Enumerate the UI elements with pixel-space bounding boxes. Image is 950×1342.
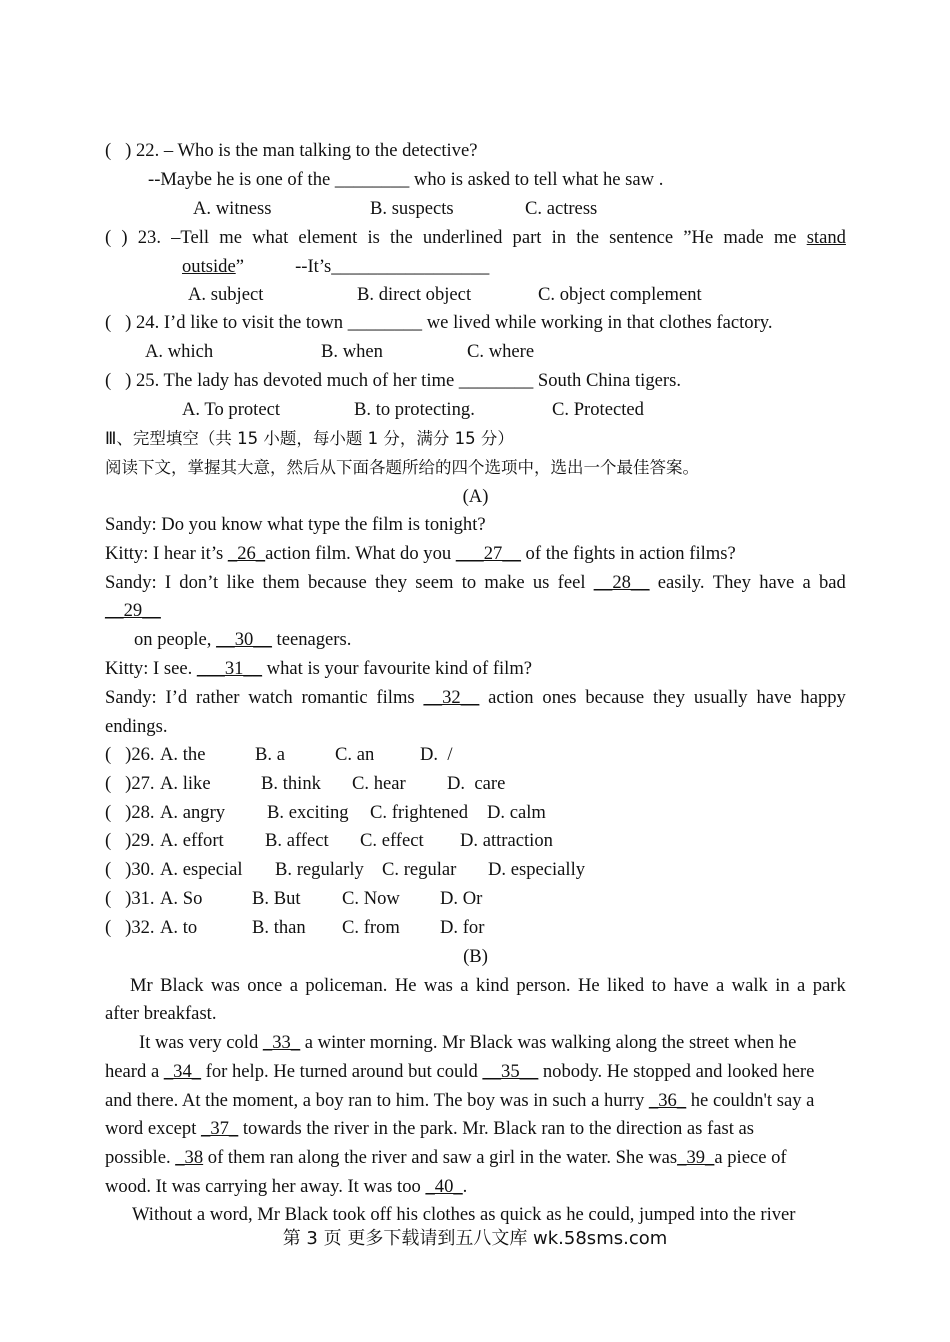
word: like bbox=[226, 572, 255, 593]
choice-number: ( )32. bbox=[105, 916, 155, 938]
choice-option-d: D. / bbox=[420, 744, 453, 765]
blank-30: __30__ bbox=[216, 629, 272, 650]
dialogue-line bbox=[134, 629, 351, 651]
word: to bbox=[461, 572, 477, 593]
word: Mr bbox=[130, 975, 153, 996]
choice-option-d: D. Or bbox=[440, 888, 483, 909]
question-25-option-a: A. To protect bbox=[182, 399, 281, 420]
word: liked bbox=[607, 975, 645, 996]
blank-28: __28__ bbox=[593, 572, 650, 593]
word: He bbox=[577, 975, 600, 996]
word: kind bbox=[475, 975, 509, 996]
choice-number: ( )31. bbox=[105, 888, 155, 909]
word: made bbox=[723, 227, 764, 248]
word: ) bbox=[121, 227, 128, 248]
word: a bbox=[797, 975, 806, 996]
question-24-option-b: B. when bbox=[321, 341, 383, 362]
choice-option-b: B. exciting bbox=[267, 801, 349, 823]
word: they bbox=[375, 572, 408, 593]
underlined-word: stand bbox=[806, 227, 846, 248]
blank-40: _40_ bbox=[425, 1176, 463, 1197]
word: because bbox=[307, 572, 367, 593]
text: Kitty: I see. bbox=[105, 658, 197, 679]
text: a winter morning. Mr Black was walking along the street when he bbox=[300, 1032, 797, 1053]
text: and there. At the moment, a boy ran to him. The boy was in such a hurry bbox=[105, 1090, 649, 1111]
text: a piece of bbox=[714, 1147, 787, 1168]
word: is bbox=[367, 227, 380, 248]
passage-a-label: (A) bbox=[462, 486, 489, 507]
text: wood. It was carrying her away. It was too bbox=[105, 1176, 426, 1197]
choice-option-d: D. care bbox=[447, 772, 506, 794]
word: He bbox=[394, 975, 417, 996]
word: a bbox=[460, 975, 469, 996]
word: us bbox=[532, 572, 550, 593]
word: was bbox=[210, 975, 240, 996]
dialogue-line bbox=[105, 687, 846, 709]
question-25-option-c: C. Protected bbox=[552, 399, 644, 420]
word: bad bbox=[819, 572, 846, 593]
word: me bbox=[773, 227, 797, 248]
dialogue-line: endings. bbox=[105, 716, 168, 737]
question-24-option-c: C. where bbox=[467, 341, 535, 362]
choice-number: ( )30. bbox=[105, 859, 155, 881]
word: don’t bbox=[179, 572, 219, 593]
dialogue-line bbox=[105, 543, 736, 565]
text: heard a bbox=[105, 1061, 164, 1082]
choice-option-a: A. angry bbox=[160, 801, 226, 823]
word: in bbox=[775, 975, 790, 996]
word: romantic bbox=[301, 687, 368, 708]
word: me bbox=[219, 227, 242, 248]
word: the bbox=[390, 227, 413, 248]
word: films bbox=[376, 687, 415, 708]
text: teenagers. bbox=[271, 629, 352, 650]
text: what is your favourite kind of film? bbox=[262, 658, 533, 679]
text: of the fights in action films? bbox=[520, 543, 736, 564]
choice-option-a: A. the bbox=[160, 744, 206, 765]
choice-option-a: A. like bbox=[160, 772, 211, 794]
blank-26: _26_ bbox=[227, 543, 266, 564]
text: towards the river in the park. Mr. Black ran to the direction as fast as bbox=[238, 1118, 755, 1139]
word: Sandy: bbox=[105, 687, 157, 708]
choice-number: ( )29. bbox=[105, 830, 155, 852]
word: –Tell bbox=[171, 227, 210, 248]
text: It was very cold bbox=[139, 1032, 263, 1053]
blank-37: _37_ bbox=[201, 1118, 239, 1139]
text: word except bbox=[105, 1118, 202, 1139]
word: the bbox=[576, 227, 599, 248]
choice-option-b: B. regularly bbox=[275, 859, 364, 881]
section-3-heading: Ⅲ、完型填空（共 15 小题，每小题 1 分，满分 15 分） bbox=[105, 429, 514, 448]
choice-option-a: A. effort bbox=[160, 830, 224, 852]
word: underlined bbox=[422, 227, 503, 248]
question-22-option-c: C. actress bbox=[525, 198, 598, 219]
word: I’d bbox=[165, 687, 188, 708]
choice-option-c: C. hear bbox=[352, 772, 406, 794]
blank-33: _33_ bbox=[262, 1032, 301, 1053]
word: watch bbox=[248, 687, 293, 708]
blank-35: __35__ bbox=[482, 1061, 539, 1082]
word: They bbox=[712, 572, 751, 593]
word: element bbox=[298, 227, 358, 248]
text: he couldn't say a bbox=[686, 1090, 815, 1111]
word: Black bbox=[160, 975, 204, 996]
word: ones bbox=[542, 687, 577, 708]
question-22-reply: --Maybe he is one of the ________ who is asked to tell what he saw . bbox=[148, 169, 664, 190]
word: park bbox=[812, 975, 846, 996]
word: a bbox=[802, 572, 811, 593]
question-22-stem: ( ) 22. – Who is the man talking to the detective? bbox=[105, 140, 478, 161]
choice-option-c: C. from bbox=[342, 916, 400, 938]
dialogue-line bbox=[105, 572, 846, 594]
question-25-stem: ( ) 25. The lady has devoted much of her time ________ South China tigers. bbox=[105, 370, 681, 391]
text: on people, bbox=[134, 629, 217, 650]
blank-39: _39_ bbox=[677, 1147, 715, 1168]
choice-option-c: C. effect bbox=[360, 830, 424, 852]
word: because bbox=[585, 687, 645, 708]
paragraph-line bbox=[105, 1147, 787, 1169]
word: a bbox=[715, 975, 725, 996]
choice-option-b: B. think bbox=[261, 772, 321, 794]
choice-option-b: B. a bbox=[255, 744, 285, 765]
word: happy bbox=[800, 687, 846, 708]
word: action bbox=[488, 687, 534, 708]
text: nobody. He stopped and looked here bbox=[538, 1061, 815, 1082]
word: a bbox=[289, 975, 298, 996]
word: have bbox=[673, 975, 709, 996]
choice-option-a: A. So bbox=[160, 888, 203, 909]
word: I bbox=[164, 572, 172, 593]
choice-option-a: A. especial bbox=[160, 859, 243, 881]
blank-34: _34_ bbox=[163, 1061, 202, 1082]
word: person. bbox=[516, 975, 571, 996]
question-23-option-b: B. direct object bbox=[357, 284, 472, 305]
paragraph-line bbox=[130, 975, 846, 997]
question-25-option-b: B. to protecting. bbox=[354, 399, 475, 420]
question-23-stem-line2 bbox=[182, 256, 489, 278]
choice-option-c: C. regular bbox=[382, 859, 457, 881]
word: they bbox=[653, 687, 686, 708]
dialogue-line: Sandy: Do you know what type the film is tonight? bbox=[105, 514, 486, 535]
blank-36: _36_ bbox=[648, 1090, 687, 1111]
choice-option-d: D. especially bbox=[488, 859, 586, 881]
word: sentence bbox=[609, 227, 674, 248]
word: easily. bbox=[657, 572, 705, 593]
word: rather bbox=[196, 687, 240, 708]
blank-27: ___27__ bbox=[455, 543, 521, 564]
choice-option-c: C. an bbox=[335, 744, 375, 765]
word: ”He bbox=[683, 227, 714, 248]
paragraph-line: after breakfast. bbox=[105, 1003, 217, 1024]
word: walk bbox=[731, 975, 768, 996]
page-footer: 第 3 页 更多下载请到五八文库 wk.58sms.com bbox=[282, 1228, 668, 1249]
word: policeman. bbox=[305, 975, 388, 996]
blank-29: __29__ bbox=[105, 600, 161, 621]
choice-option-d: D. for bbox=[440, 916, 485, 938]
dialogue-line bbox=[105, 658, 532, 680]
question-24-stem: ( ) 24. I’d like to visit the town ________ we lived while working in that clothes factory. bbox=[105, 312, 773, 333]
text: Kitty: I hear it’s bbox=[105, 543, 228, 564]
word: have bbox=[756, 687, 792, 708]
question-22-option-a: A. witness bbox=[193, 198, 272, 219]
choice-option-b: B. than bbox=[252, 916, 306, 938]
text: for help. He turned around but could bbox=[201, 1061, 483, 1082]
text: possible. bbox=[105, 1147, 176, 1168]
word: once bbox=[247, 975, 283, 996]
question-23-option-a: A. subject bbox=[188, 284, 264, 305]
question-23-stem-line1 bbox=[105, 227, 846, 249]
underlined-word: outside bbox=[182, 256, 236, 277]
word: feel bbox=[557, 572, 586, 593]
word: in bbox=[551, 227, 567, 248]
blank-38: _38 bbox=[175, 1147, 204, 1168]
text: of them ran along the river and saw a girl in the water. She was bbox=[203, 1147, 678, 1168]
choice-option-d: D. attraction bbox=[460, 830, 553, 852]
paragraph-line bbox=[105, 1090, 814, 1112]
paragraph-line bbox=[105, 1061, 814, 1083]
text: action film. What do you bbox=[265, 543, 456, 564]
choice-option-d: D. calm bbox=[487, 801, 546, 823]
word: usually bbox=[693, 687, 748, 708]
word: seem bbox=[415, 572, 454, 593]
word: them bbox=[262, 572, 300, 593]
word: to bbox=[651, 975, 667, 996]
question-24-option-a: A. which bbox=[145, 341, 214, 362]
word: ( bbox=[105, 227, 112, 248]
paragraph-line bbox=[105, 1118, 754, 1140]
section-3-instruction: 阅读下文，掌握其大意，然后从下面各题所给的四个选项中，选出一个最佳答案。 bbox=[105, 458, 699, 477]
choice-option-c: C. Now bbox=[342, 888, 400, 909]
choice-number: ( )27. bbox=[105, 772, 155, 794]
question-22-option-b: B. suspects bbox=[370, 198, 454, 219]
paragraph-line bbox=[139, 1032, 846, 1054]
question-23-option-c: C. object complement bbox=[538, 284, 702, 305]
word: make bbox=[484, 572, 525, 593]
choice-option-a: A. to bbox=[160, 916, 198, 938]
paragraph-line bbox=[105, 1176, 467, 1198]
question-23-answer-blank: ” --It’s_________________ bbox=[235, 256, 490, 277]
blank-32: __32__ bbox=[423, 687, 480, 708]
choice-option-c: C. frightened bbox=[370, 801, 469, 823]
passage-b-label: (B) bbox=[463, 946, 488, 967]
word: have bbox=[759, 572, 795, 593]
choice-option-b: B. affect bbox=[265, 830, 329, 852]
choice-option-b: B. But bbox=[252, 888, 301, 909]
choice-number: ( )26. bbox=[105, 744, 155, 765]
word: what bbox=[252, 227, 289, 248]
paragraph-line: Without a word, Mr Black took off his clothes as quick as he could, jumped into the river bbox=[132, 1204, 796, 1225]
word: part bbox=[512, 227, 542, 248]
blank-31: ___31__ bbox=[196, 658, 262, 679]
word: Sandy: bbox=[105, 572, 157, 593]
choice-number: ( )28. bbox=[105, 801, 155, 823]
word: 23. bbox=[137, 227, 161, 248]
word: was bbox=[423, 975, 453, 996]
text: . bbox=[462, 1176, 468, 1197]
